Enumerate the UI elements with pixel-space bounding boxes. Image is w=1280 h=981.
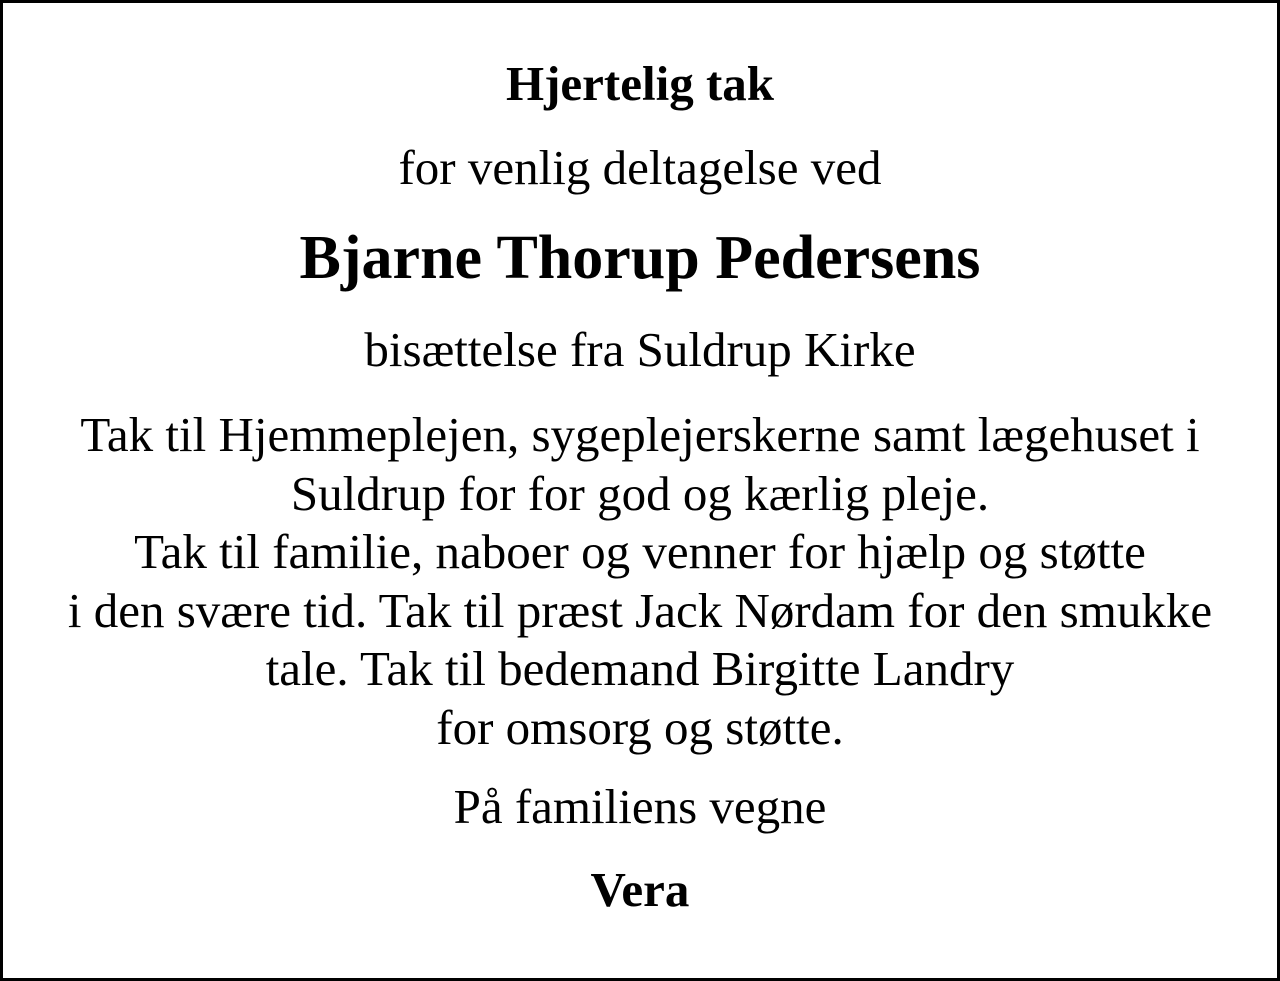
service-location: bisættelse fra Suldrup Kirke	[364, 322, 916, 377]
notice-intro: for venlig deltagelse ved	[398, 140, 882, 195]
deceased-name: Bjarne Thorup Pedersens	[299, 224, 981, 292]
body-line: tale. Tak til bedemand Birgitte Landry	[265, 641, 1015, 696]
body-line: Suldrup for for god og kærlig pleje.	[290, 465, 990, 521]
body-line: Tak til familie, naboer og venner for hjælp og støtte	[134, 524, 1146, 579]
body-line: i den svære tid. Tak til præst Jack Nørdam for den smukke	[67, 582, 1213, 638]
body-line: Tak til Hjemmeplejen, sygeplejerskerne samt lægehuset i	[80, 407, 1200, 462]
notice-body	[3, 406, 1277, 757]
signature: Vera	[590, 862, 690, 917]
notice-heading: Hjertelig tak	[505, 56, 775, 111]
closing-line: På familiens vegne	[453, 779, 827, 834]
body-line: for omsorg og støtte.	[436, 699, 844, 755]
